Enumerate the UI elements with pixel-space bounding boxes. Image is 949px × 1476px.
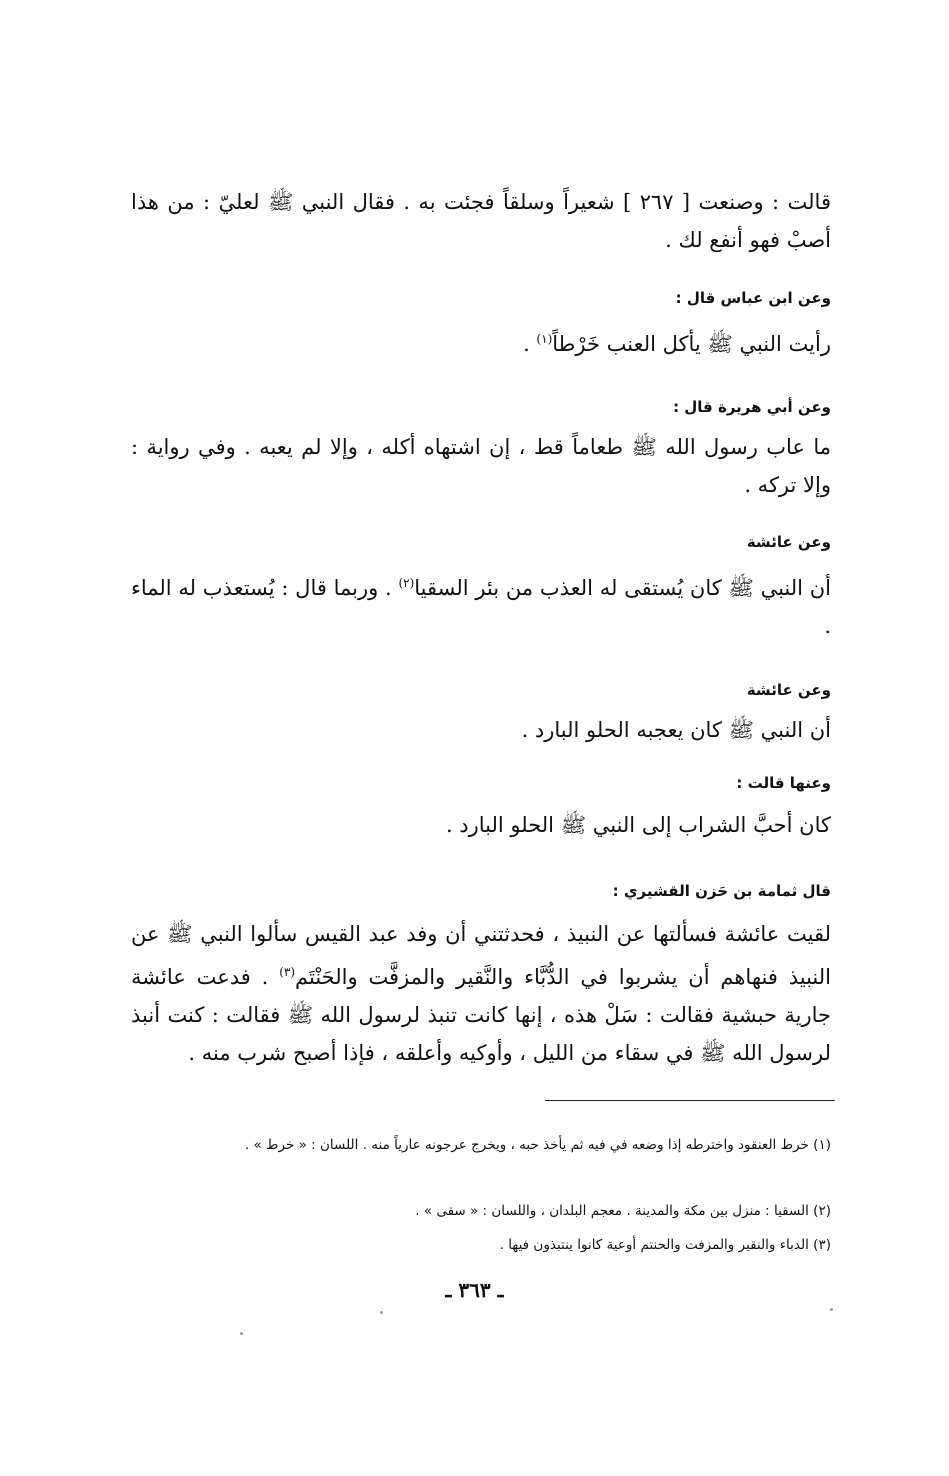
section-lead-aisha-1: وعن عائشة	[746, 533, 831, 551]
section-lead-anha: وعنها قالت :	[736, 774, 831, 792]
scan-speck	[380, 1311, 383, 1314]
section-tail: . فدعت عائشة جارية حبشية فقالت : سَلْ هذه ، إنها كانت تنبذ لرسول الله ﷺ فقالت : كنت أنبذ لرسول الله ﷺ في سقاء من الليل ، وأوكيه وأعلقه ، فإذا أصبح شرب منه .	[131, 965, 831, 1065]
section-tail: .	[523, 332, 537, 356]
intro-paragraph: قالت : وصنعت [ ٢٦٧ ] شعيراً وسلقاً فجئت به . فقال النبي ﷺ لعليّ : من هذا أصبْ فهو أنفع لك .	[131, 190, 831, 252]
scan-speck	[240, 1332, 243, 1335]
section-lead-ibn-abbas: وعن ابن عباس قال :	[675, 289, 831, 307]
footnote-ref: (١)	[536, 332, 553, 346]
footnote-ref: (٢)	[398, 576, 415, 590]
footnote-1: (١) خرط العنقود واخترطه إذا وضعه في فيه ثم يأخذ حبه ، ويخرج عرجونه عارياً منه . اللسان : « خرط » .	[244, 1137, 831, 1153]
footnote-divider	[545, 1100, 835, 1101]
section-text: لقيت عائشة فسألتها عن النبيذ ، فحدثتني أن وفد عبد القيس سألوا النبي ﷺ عن النبيذ فنهاهم أن يشربوا في الدُّبَّاء والنَّقير والمزفَّت والحَنْتَم	[131, 922, 831, 989]
footnote-2: (٢) السقيا : منزل بين مكة والمدينة . معجم البلدان ، واللسان : « سقى » .	[415, 1203, 831, 1219]
section-text: أن النبي ﷺ كان يُستقى له العذب من بئر السقيا	[414, 576, 831, 600]
section-body-aisha-2: أن النبي ﷺ كان يعجبه الحلو البارد .	[521, 718, 831, 742]
page-number: ـ ٣٦٣ ـ	[445, 1278, 504, 1302]
section-body-anha: كان أحبَّ الشراب إلى النبي ﷺ الحلو البارد .	[445, 813, 831, 837]
footnote-ref: (٣)	[279, 965, 296, 979]
section-body-aisha-1	[131, 564, 831, 645]
footnote-3: (٣) الدباء والنقير والمزفت والحنتم أوعية كانوا ينتبذون فيها .	[499, 1237, 831, 1253]
section-lead-abu-hurayra: وعن أبي هريرة قال :	[673, 398, 831, 416]
section-tail: . وربما قال : يُستعذب له الماء .	[131, 576, 831, 638]
section-lead-thumama: قال ثمامة بن حَزن القشيري :	[612, 882, 831, 900]
scan-speck	[830, 1308, 833, 1311]
section-body-ibn-abbas	[131, 320, 831, 363]
section-body-thumama	[131, 915, 831, 1072]
section-text: رأيت النبي ﷺ يأكل العنب خَرْطاً	[552, 332, 831, 356]
section-body-abu-hurayra: ما عاب رسول الله ﷺ طعاماً قط ، إن اشتهاه أكله ، وإلا لم يعبه . وفي رواية : وإلا تركه .	[131, 435, 831, 497]
section-lead-aisha-2: وعن عائشة	[746, 681, 831, 699]
